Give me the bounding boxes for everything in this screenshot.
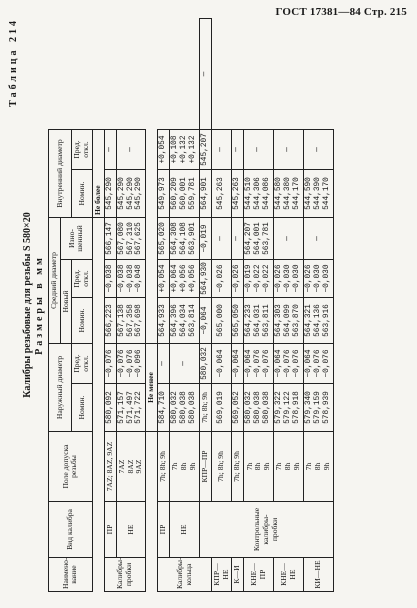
cell-worn: 566,147 (104, 218, 116, 260)
cell-o_nom: 569,052 (232, 384, 244, 432)
group-g3: Контрольные калибры-пробки (199, 502, 333, 558)
cell-i_dev: — (232, 130, 244, 170)
col-inner: Внутренний диаметр (49, 130, 72, 218)
cell-o_nom: 579,340 579,159 578,939 (304, 384, 334, 432)
cell-i_nom: 544,580 544,380 544,170 (274, 170, 304, 218)
col-naimenovanie: Наимено-вание (49, 558, 93, 592)
cell-i_dev: — (244, 130, 274, 170)
cell-i_nom: 545,263 (232, 170, 244, 218)
cell-vid: КПР—НЕ (211, 558, 231, 592)
col-vid: Вид калибра (49, 502, 93, 558)
cell-m_dev: −0,026 (232, 260, 244, 298)
cell-o_nom: 580,032 (199, 344, 211, 384)
cell-m_nom: 564,930 (199, 260, 211, 298)
cell-worn: — (304, 218, 334, 260)
cell-o_dev: −0,064 (232, 344, 244, 384)
cell-o_dev: −0,064 −0,076 −0,076 (274, 344, 304, 384)
cell-worn: 564,901 (199, 170, 211, 218)
cell-worn: 564,207 564,001 563,781 (244, 218, 274, 260)
cell-i_nom: 545,263 (211, 170, 231, 218)
cell-vid: К—И (232, 558, 244, 592)
cell-m_nom: 564,233 564,031 563,811 (244, 298, 274, 344)
cell-vid: КНЕ—НЕ (274, 558, 304, 592)
cell-m_dev: −0,038 (104, 260, 116, 298)
cell-vid: КИ—НЕ (304, 558, 334, 592)
cell-i_dev: +0,108 +0,132 +0,132 (170, 130, 200, 170)
cell-m_dev: −0,019 (199, 218, 211, 260)
note-row-ne-bolee (92, 19, 104, 592)
cell-m_dev: +0,064 +0,056 +0,056 (170, 260, 200, 298)
rotated-table-block (8, 18, 412, 592)
group-g1: Калибры-пробки (104, 558, 146, 592)
group-g2: Калибры-кольца (158, 558, 212, 592)
col-inner-nom: Номин. (72, 170, 92, 218)
cell-vid: НЕ (116, 502, 146, 558)
cell-i_nom: 544,510 544,306 544,086 (244, 170, 274, 218)
col-inner-dev: Пред. откл. (72, 130, 92, 170)
cell-i_dev: — (199, 19, 211, 130)
table-row (170, 19, 200, 592)
cell-worn: — (274, 218, 304, 260)
cell-o_dev: — (158, 344, 170, 384)
cell-m_dev: −0,019 −0,022 −0,022 (244, 260, 274, 298)
cell-pole: 7h; 8h; 9h (232, 432, 244, 502)
note-row-ne-menee (146, 19, 158, 592)
cell-o_dev: — (170, 344, 200, 384)
cell-i_nom: 545,290 545,290 545,290 (116, 170, 146, 218)
cell-worn: 567,080 567,310 567,625 (116, 218, 146, 260)
cell-m_dev: −0,026 −0,030 −0,030 (274, 260, 304, 298)
note-gap (146, 130, 158, 344)
cell-m_nom: 564,396 564,034 563,814 (170, 298, 200, 344)
table-row (199, 19, 211, 592)
cell-i_nom: 549,973 (158, 170, 170, 218)
table-body (92, 19, 333, 592)
cell-m_dev: −0,038 −0,038 −0,048 (116, 260, 146, 298)
cell-i_dev: — (274, 130, 304, 170)
cell-m_nom: 565,000 (211, 298, 231, 344)
cell-pole: 7AZ; 8AZ, 9AZ (104, 432, 116, 502)
cell-m_nom: 565,050 (232, 298, 244, 344)
table-label: Таблица 214 (8, 18, 19, 107)
table-row (104, 19, 116, 592)
table-row (116, 19, 146, 592)
cell-i_dev: +0,054 (158, 130, 170, 170)
cell-vid: КНЕ—ПР (244, 558, 274, 592)
page-header: ГОСТ 17381—84 Стр. 215 (275, 6, 407, 18)
cell-o_nom: 580,092 (104, 384, 116, 432)
table-subtitle: Размеры в мм (34, 255, 45, 355)
cell-o_dev: −0,064 −0,076 −0,076 (304, 344, 334, 384)
col-mid-dev: Пред. откл. (72, 260, 92, 298)
cell-m_dev: −0,026 −0,030 −0,030 (304, 260, 334, 298)
note-ne-menee: Не менее (146, 344, 158, 432)
cell-m_nom: 566,223 (104, 298, 116, 344)
cell-m_nom: 564,321 564,136 563,916 (304, 298, 334, 344)
cell-worn: 565,020 (158, 218, 170, 260)
table-title: Калибры резьбовые для резьбы S 580×20 (22, 212, 33, 398)
cell-o_dev: −0,064 (199, 298, 211, 344)
cell-o_nom: 569,019 (211, 384, 231, 432)
cell-m_nom: 564,303 564,099 563,870 (274, 298, 304, 344)
cell-worn: — (232, 218, 244, 260)
cell-o_nom: 584,710 (158, 384, 170, 432)
col-pole: Поле допуска резьбы (49, 432, 93, 502)
cell-m_dev: −0,026 (211, 260, 231, 298)
col-worn: Изно-шенный (60, 218, 92, 260)
cell-o_dev: −0,064 −0,076 −0,076 (244, 344, 274, 384)
cell-pole: 7h; 8h; 9h (158, 432, 170, 502)
cell-worn: — (211, 218, 231, 260)
cell-i_nom: 560,209 560,001 559,781 (170, 170, 200, 218)
cell-i_nom: 545,207 (199, 130, 211, 170)
cell-vid: ПР (104, 502, 116, 558)
note-ne-bolee: Не более (92, 130, 104, 218)
cell-o_nom: 571,157 571,497 571,722 (116, 384, 146, 432)
cell-o_dev: −0,064 (211, 344, 231, 384)
cell-pole: 7AZ 8AZ 9AZ (116, 432, 146, 502)
col-mid: Средний диаметр (49, 218, 61, 344)
cell-o_nom: 579,322 579,122 578,918 (274, 384, 304, 432)
cell-pole: 7h 8h 9h (274, 432, 304, 502)
cell-pole: 7h 8h 9h (304, 432, 334, 502)
cell-pole: 7h; 8h; 9h (211, 432, 231, 502)
cell-m_nom: 564,933 (158, 298, 170, 344)
col-outer-dev: Пред. откл. (72, 344, 92, 384)
cell-i_dev: — (104, 130, 116, 170)
cell-pole: 7h 8h 9h (244, 432, 274, 502)
cell-m_dev: +0,054 (158, 260, 170, 298)
cell-i_nom: 544,590 544,390 544,170 (304, 170, 334, 218)
cell-pole: 7h 8h 9h (170, 432, 200, 502)
cell-vid: НЕ (170, 502, 200, 558)
cell-i_dev: — (116, 130, 146, 170)
cell-o_nom: 580,032 580,038 580,038 (170, 384, 200, 432)
cell-o_dev: −0,076 −0,076 −0,096 (116, 344, 146, 384)
cell-i_nom: 545,290 (104, 170, 116, 218)
cell-o_nom: 580,032 580,038 580,038 (244, 384, 274, 432)
cell-pole: 7h; 8h; 9h (199, 384, 211, 432)
col-outer: Наружный диаметр (49, 344, 72, 432)
cell-worn: 564,308 564,108 563,901 (170, 218, 200, 260)
col-mid-nom: Номин. (72, 298, 92, 344)
cell-o_dev: −0,076 (104, 344, 116, 384)
cell-vid: КПР—ПР (199, 432, 211, 502)
thread-gauges-table (48, 18, 334, 592)
cell-vid: ПР (158, 502, 170, 558)
cell-i_dev: — (304, 130, 334, 170)
cell-m_nom: 567,138 567,358 567,698 (116, 298, 146, 344)
table-row (158, 19, 170, 592)
col-outer-nom: Номин. (72, 384, 92, 432)
note-gap (146, 432, 158, 592)
cell-i_dev: — (211, 130, 231, 170)
col-new: Новый (60, 260, 72, 344)
